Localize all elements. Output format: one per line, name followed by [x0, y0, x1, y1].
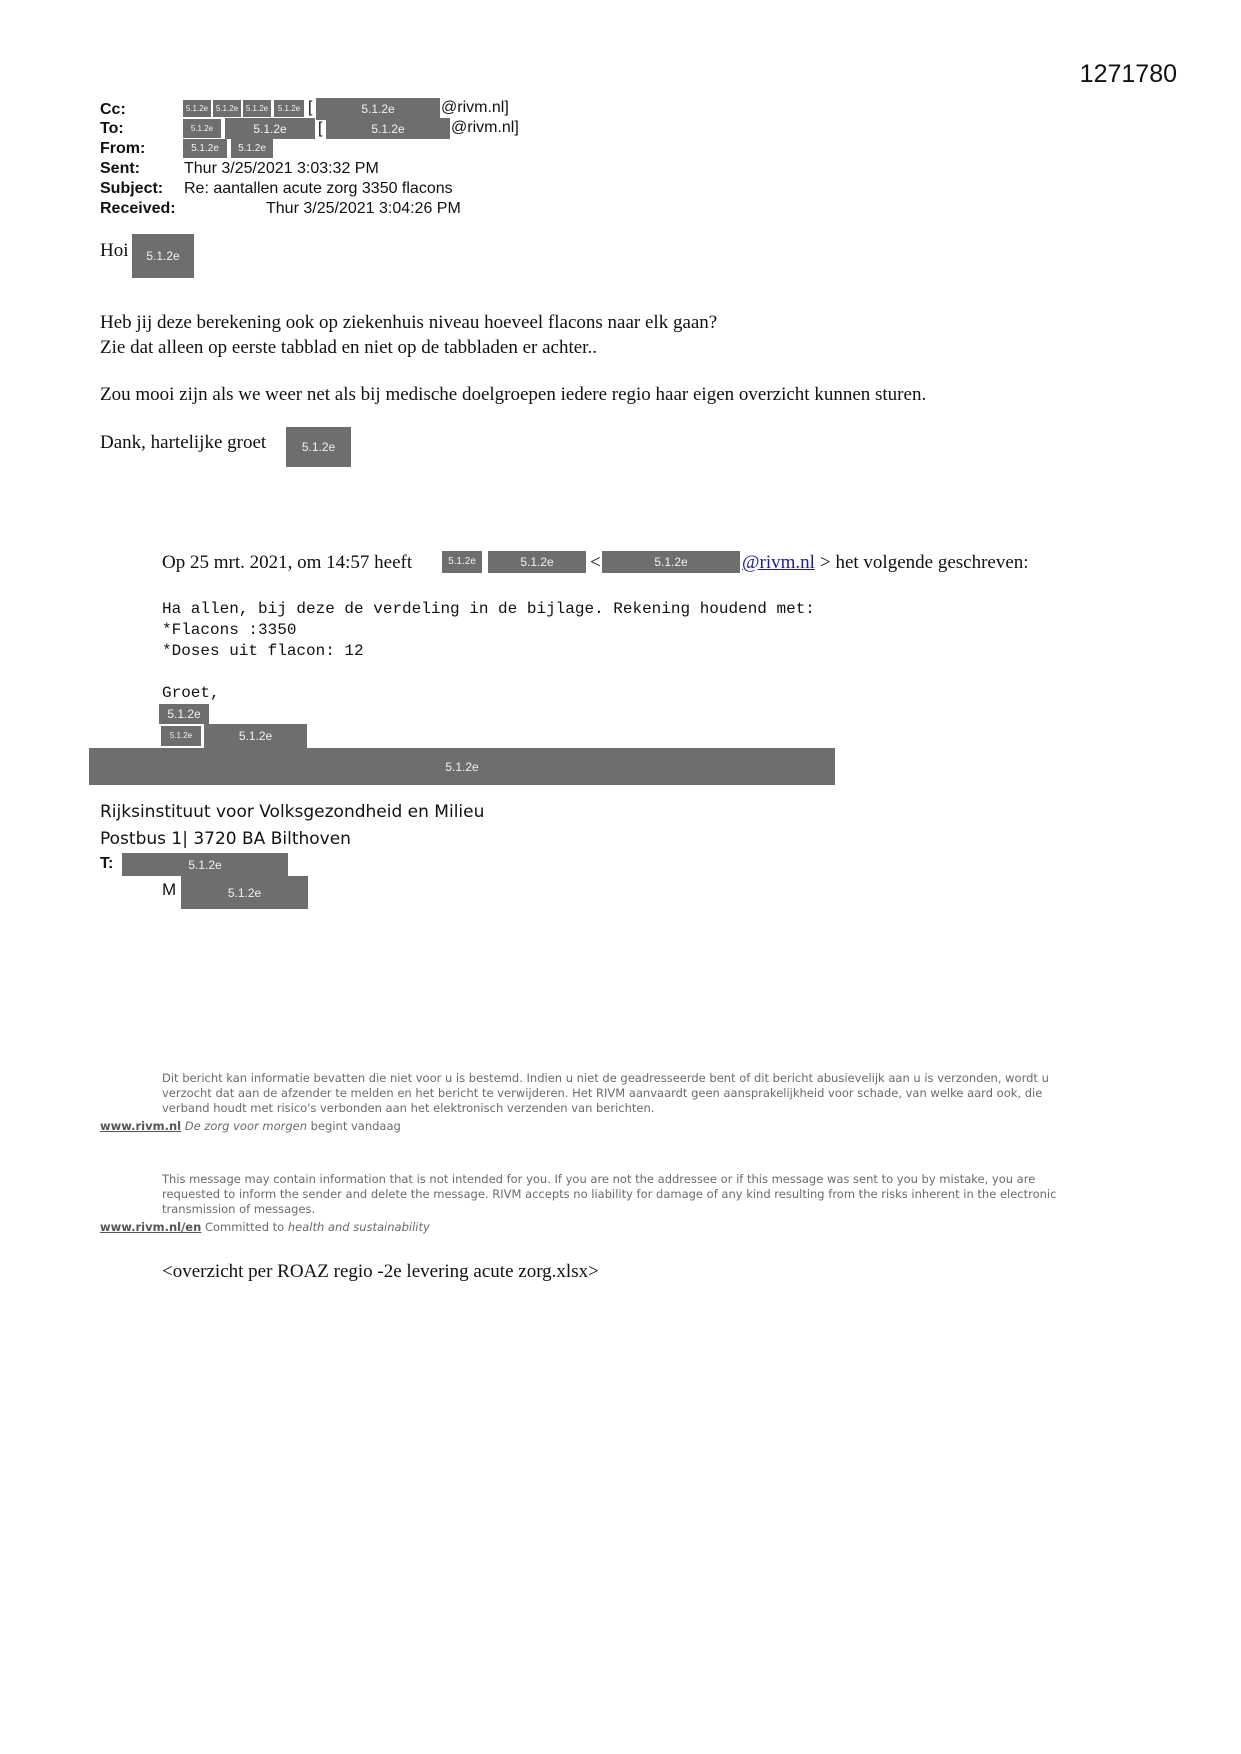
redaction-box: 5.1.2e [122, 853, 288, 876]
redaction-box: 5.1.2e [243, 100, 271, 117]
redaction-box: 5.1.2e [132, 234, 194, 278]
quote-lt: < [590, 552, 601, 573]
cc-domain: @rivm.nl] [441, 99, 509, 116]
redaction-box: 5.1.2e [274, 100, 304, 117]
redaction-box: 5.1.2e [183, 139, 227, 158]
redaction-box: 5.1.2e [326, 118, 450, 139]
sent-label: Sent: [100, 160, 140, 177]
redaction-box: 5.1.2e [183, 100, 211, 117]
sent-value: Thur 3/25/2021 3:03:32 PM [184, 160, 379, 177]
tagline-plain: Committed to [201, 1220, 288, 1234]
quote-line-2: *Flacons :3350 [162, 621, 297, 639]
from-label: From: [100, 140, 146, 157]
disclaimer-en-text: This message may contain information that is not intended for you. If you are not the addressee or if this message was sent to you by mistake, you are requested to inform the sender and delete the message. RIVM accepts no liability for damage of any kind resulting from the risks inherent in the electronic transmission of messages. [162, 1172, 1057, 1216]
attachment-name[interactable]: <overzicht per ROAZ regio -2e levering acute zorg.xlsx> [162, 1261, 599, 1282]
redaction-box: 5.1.2e [159, 704, 209, 724]
redaction-box: 5.1.2e [316, 98, 440, 120]
quote-line-3: *Doses uit flacon: 12 [162, 642, 364, 660]
redaction-box: 5.1.2e [161, 726, 201, 746]
quote-groet: Groet, [162, 684, 220, 702]
subject-label: Subject: [100, 180, 164, 197]
quote-intro-end: > het volgende geschreven: [820, 552, 1029, 573]
redaction-box: 5.1.2e [602, 551, 740, 573]
org-address: Postbus 1| 3720 BA Bilthoven [100, 829, 351, 849]
redaction-box: 5.1.2e [213, 100, 241, 117]
tagline-italic: De zorg voor morgen [184, 1119, 307, 1133]
body-line-3: Zou mooi zijn als we weer net als bij medische doelgroepen iedere regio haar eigen overzicht kunnen sturen. [100, 384, 927, 405]
disclaimer-en-footer [100, 1220, 430, 1235]
closing: Dank, hartelijke groet [100, 432, 267, 453]
redaction-box: 5.1.2e [225, 118, 315, 139]
redaction-box: 5.1.2e [204, 724, 307, 748]
redaction-box: 5.1.2e [89, 748, 835, 785]
phone-label: T: [100, 855, 114, 872]
disclaimer-nl-text: Dit bericht kan informatie bevatten die niet voor u is bestemd. Indien u niet de geadresseerde bent of dit bericht abusievelijk aan u is verzonden, wordt u verzocht dat aan de afzender te melden en het bericht te verwijderen. Het RIVM aanvaardt geen aansprakelijkheid voor schade, van welke aard ook, die verband houdt met risico's verbonden aan het elektronisch verzenden van berichten. [162, 1071, 1049, 1115]
rivm-link[interactable]: www.rivm.nl [100, 1119, 182, 1133]
rivm-en-link[interactable]: www.rivm.nl/en [100, 1220, 202, 1234]
email-link[interactable]: @rivm.nl [742, 552, 815, 573]
redaction-box: 5.1.2e [442, 551, 482, 573]
redaction-box: 5.1.2e [181, 876, 308, 909]
to-label: To: [100, 120, 124, 137]
disclaimer-nl-footer [100, 1119, 401, 1134]
redaction-box: 5.1.2e [231, 139, 273, 158]
to-domain: @rivm.nl] [451, 119, 519, 136]
redaction-box: 5.1.2e [286, 427, 351, 467]
to-bracket: [ [318, 120, 323, 137]
tagline-italic: health and sustainability [287, 1220, 430, 1234]
redaction-box: 5.1.2e [183, 119, 221, 138]
document-number: 1271780 [1079, 60, 1177, 88]
received-value: Thur 3/25/2021 3:04:26 PM [266, 200, 461, 217]
mobile-label: M [162, 880, 177, 899]
tagline-rest: begint vandaag [307, 1119, 401, 1133]
body-line-1: Heb jij deze berekening ook op ziekenhuis niveau hoeveel flacons naar elk gaan? [100, 312, 718, 333]
cc-label: Cc: [100, 101, 126, 118]
redaction-box: 5.1.2e [488, 551, 586, 573]
cc-bracket: [ [308, 99, 313, 116]
received-label: Received: [100, 200, 176, 217]
quote-line-1: Ha allen, bij deze de verdeling in de bijlage. Rekening houdend met: [162, 600, 815, 618]
subject-value: Re: aantallen acute zorg 3350 flacons [184, 180, 453, 197]
body-line-2: Zie dat alleen op eerste tabblad en niet op de tabbladen er achter.. [100, 337, 597, 358]
quote-intro: Op 25 mrt. 2021, om 14:57 heeft [162, 552, 413, 573]
greeting: Hoi [100, 240, 129, 261]
org-name: Rijksinstituut voor Volksgezondheid en Milieu [100, 802, 485, 822]
